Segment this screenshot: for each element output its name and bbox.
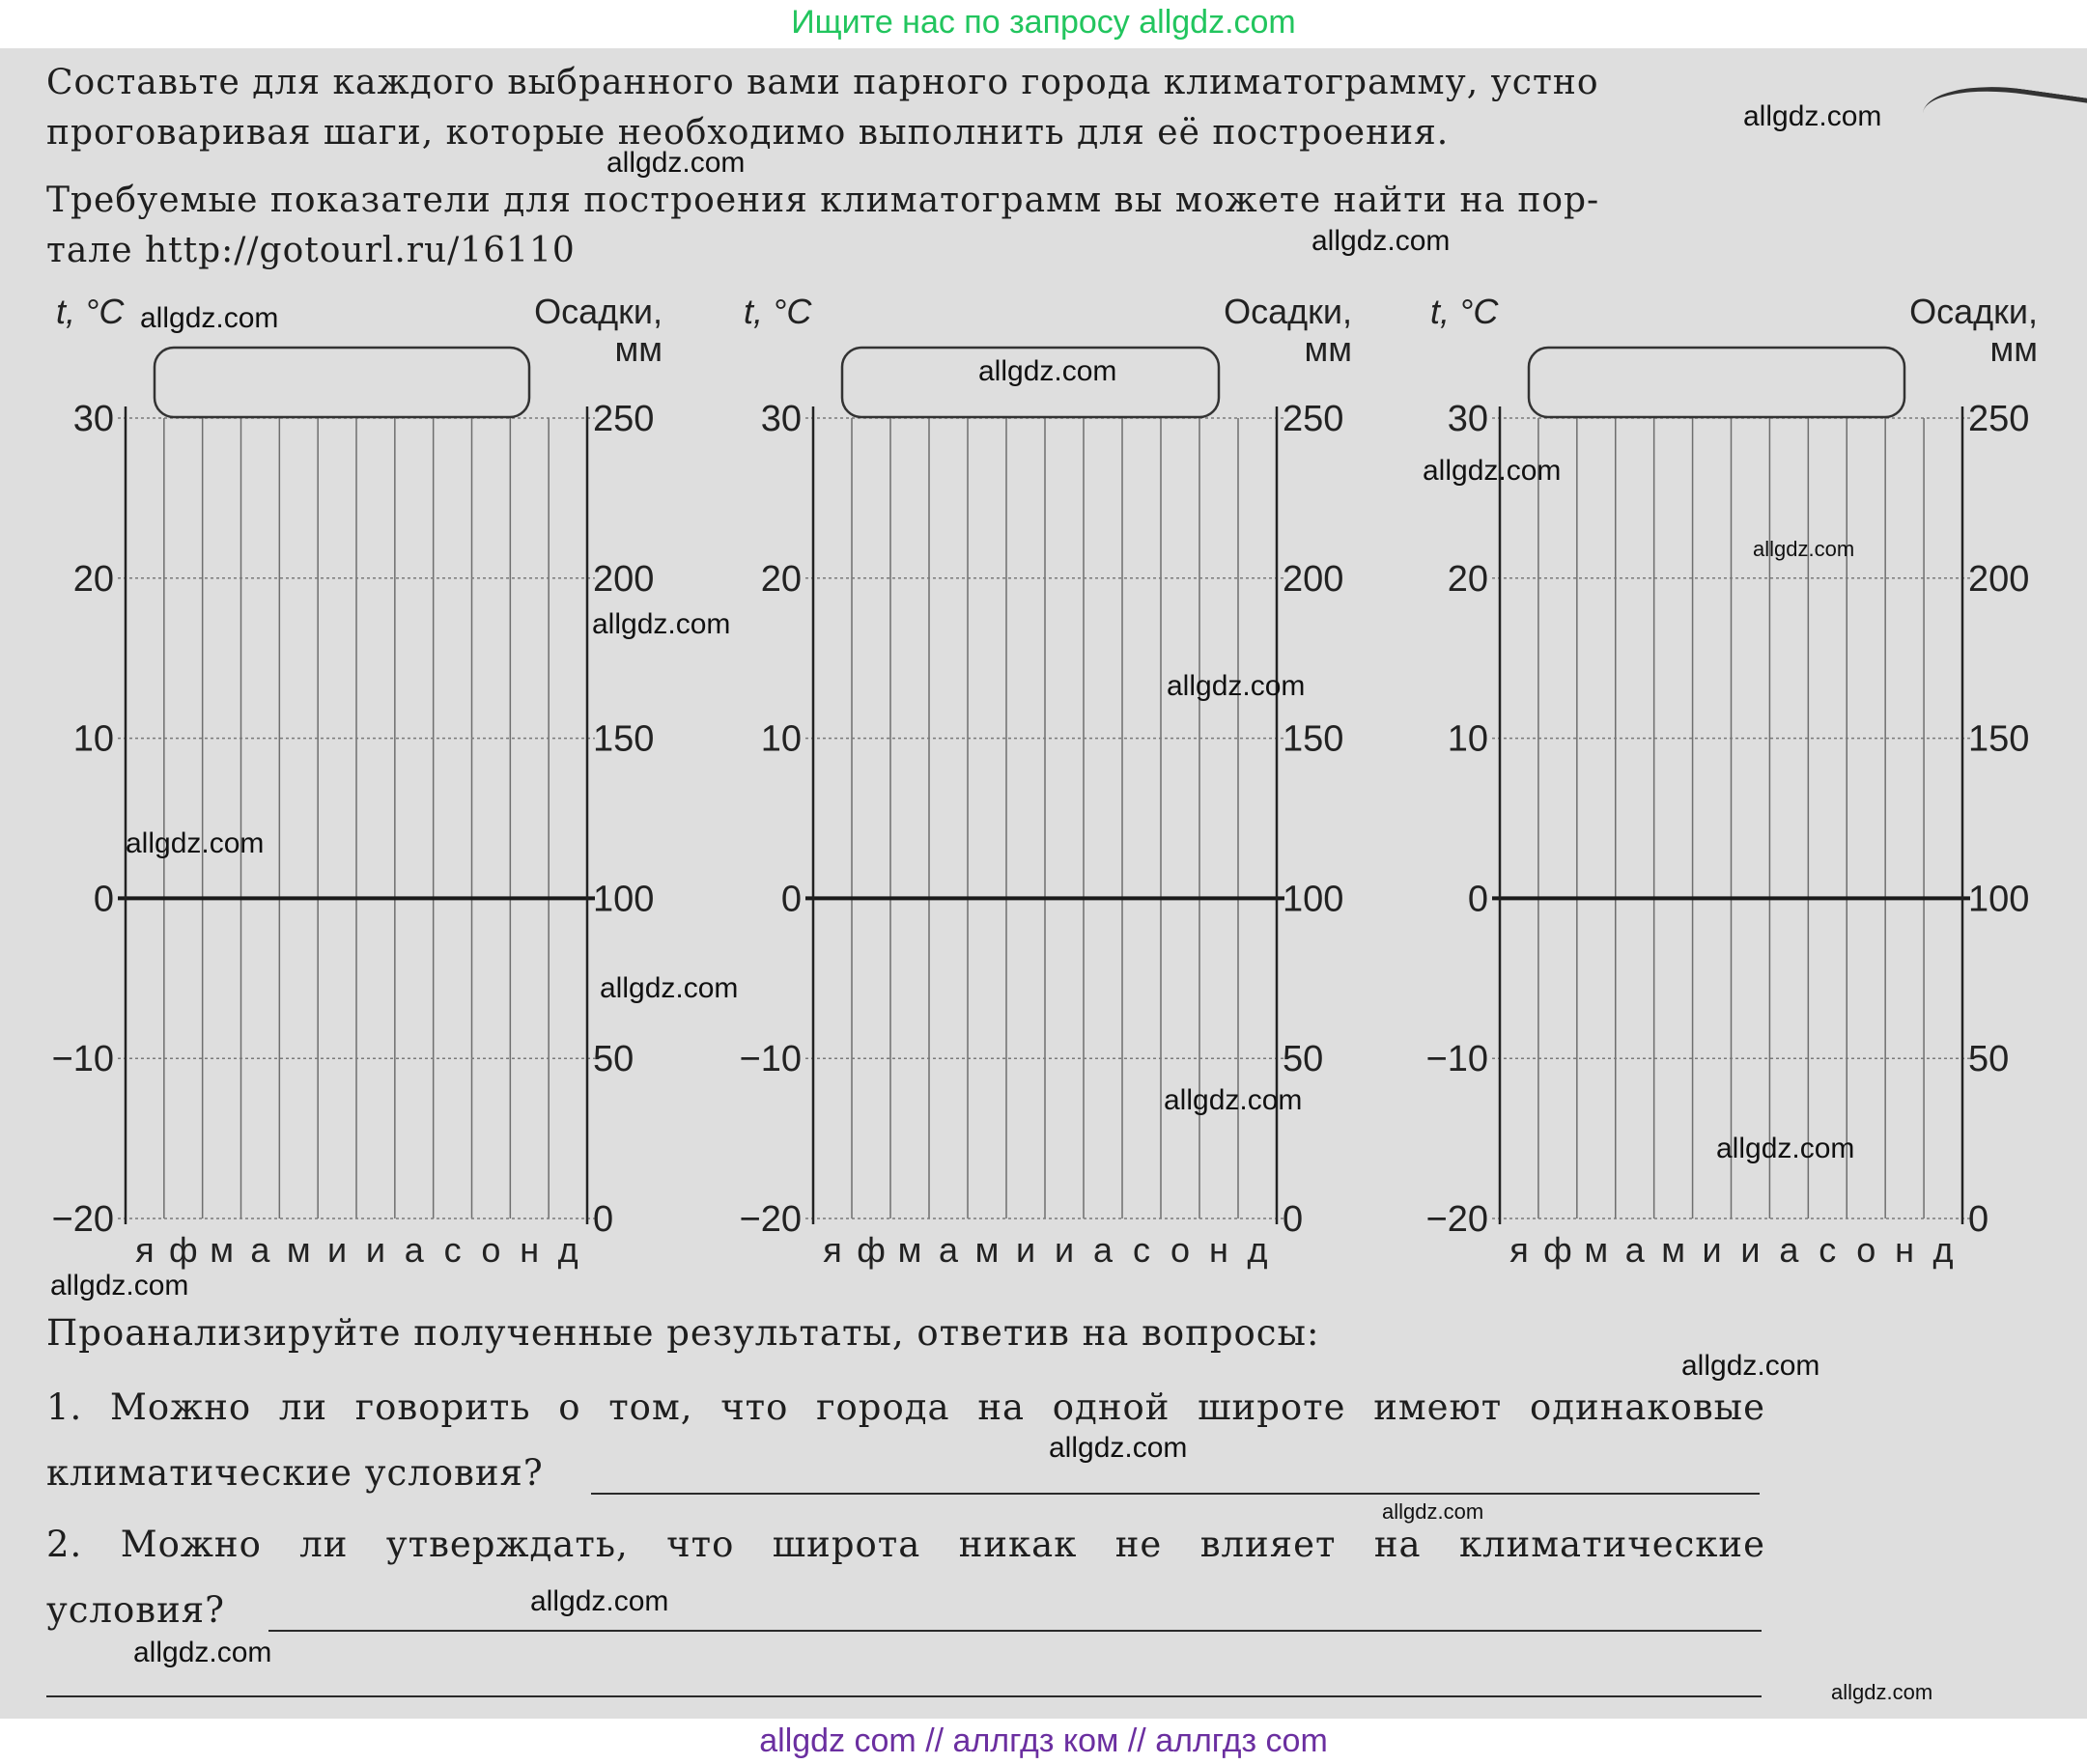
watermark: allgdz.com [530, 1585, 669, 1617]
question-1-line-2: климатические условия? [46, 1452, 544, 1494]
month-label: д [557, 1230, 578, 1270]
watermark: allgdz.com [1049, 1432, 1188, 1464]
temperature-axis-label: t, °C [1430, 292, 1499, 331]
precipitation-axis-label: Осадки, [1909, 292, 2038, 331]
task-text [46, 58, 1775, 158]
watermark: allgdz.com [133, 1637, 272, 1668]
temperature-tick-label: −20 [51, 1199, 114, 1240]
watermark: allgdz.com [592, 608, 731, 640]
temperature-tick-label: 0 [93, 879, 114, 920]
temperature-tick-label: 10 [72, 718, 114, 760]
temperature-axis-label: t, °C [744, 292, 812, 331]
precipitation-tick-label: 50 [1283, 1039, 1324, 1080]
watermark: allgdz.com [978, 355, 1117, 387]
month-label: и [1015, 1230, 1036, 1270]
month-label: н [520, 1230, 540, 1270]
month-label: ф [857, 1230, 886, 1270]
month-label: о [1170, 1230, 1191, 1270]
temperature-tick-label: 0 [1467, 879, 1488, 920]
month-label: я [823, 1230, 842, 1270]
watermark: allgdz.com [140, 302, 279, 334]
month-label: н [1209, 1230, 1228, 1270]
precipitation-tick-label: 150 [1968, 718, 2030, 760]
month-label: о [1856, 1230, 1876, 1270]
month-label: а [1624, 1230, 1645, 1270]
portal-text [46, 176, 1775, 276]
precipitation-tick-label: 150 [593, 718, 655, 760]
precipitation-axis-unit: мм [614, 329, 663, 369]
temperature-tick-label: −20 [739, 1199, 802, 1240]
month-label: ф [168, 1230, 198, 1270]
month-label: и [1702, 1230, 1722, 1270]
precipitation-tick-label: 200 [1968, 558, 2030, 600]
precipitation-tick-label: 50 [593, 1039, 635, 1080]
precipitation-axis-label: Осадки, [534, 292, 663, 331]
temperature-tick-label: 10 [1447, 718, 1488, 760]
top-banner[interactable]: Ищите нас по запросу allgdz.com [791, 4, 1296, 41]
task-line-2: проговаривая шаги, которые необходимо выполнить для её построения. [46, 113, 1450, 153]
month-label: м [1661, 1230, 1685, 1270]
question-1-line-1: 1. Можно ли говорить о том, что города на одной широте имеют одинаковые [46, 1386, 1765, 1428]
precipitation-tick-label: 50 [1968, 1039, 2010, 1080]
precipitation-tick-label: 0 [1283, 1199, 1304, 1240]
temperature-tick-label: −20 [1425, 1199, 1488, 1240]
watermark: allgdz.com [1831, 1680, 1933, 1704]
month-label: а [1092, 1230, 1114, 1270]
temperature-tick-label: 20 [72, 558, 114, 600]
month-label: а [938, 1230, 959, 1270]
analysis-intro: Проанализируйте полученные результаты, ответив на вопросы: [46, 1312, 1320, 1354]
task-line-4: тале http://gotourl.ru/16110 [46, 231, 576, 270]
month-label: ф [1543, 1230, 1572, 1270]
precipitation-tick-label: 100 [593, 879, 655, 920]
temperature-tick-label: 0 [780, 879, 802, 920]
month-label: а [404, 1230, 424, 1270]
precipitation-axis-label: Осадки, [1224, 292, 1352, 331]
temperature-tick-label: 30 [1447, 399, 1488, 439]
precipitation-axis-unit: мм [1989, 329, 2038, 369]
watermark: allgdz.com [1681, 1350, 1820, 1382]
precipitation-tick-label: 200 [593, 558, 655, 600]
watermark: allgdz.com [606, 147, 746, 179]
watermark: allgdz.com [1753, 537, 1855, 561]
month-label: и [1054, 1230, 1075, 1270]
precipitation-axis-unit: мм [1304, 329, 1352, 369]
month-label: м [974, 1230, 1000, 1270]
month-label: м [210, 1230, 234, 1270]
watermark: allgdz.com [1311, 225, 1451, 257]
precipitation-tick-label: 250 [1283, 399, 1344, 439]
month-label: я [135, 1230, 155, 1270]
month-label: м [897, 1230, 922, 1270]
month-label: о [481, 1230, 501, 1270]
temperature-tick-label: 30 [72, 399, 114, 439]
month-label: н [1895, 1230, 1915, 1270]
bottom-banner[interactable]: allgdz com // аллгдз ком // аллгдз com [759, 1722, 1328, 1759]
precipitation-tick-label: 200 [1283, 558, 1344, 600]
precipitation-tick-label: 100 [1283, 879, 1344, 920]
month-label: и [365, 1230, 385, 1270]
month-label: с [1133, 1230, 1150, 1270]
temperature-tick-label: −10 [1425, 1039, 1488, 1080]
watermark: allgdz.com [1167, 670, 1306, 702]
precipitation-tick-label: 0 [593, 1199, 614, 1240]
month-label: с [443, 1230, 462, 1270]
month-label: м [1584, 1230, 1609, 1270]
precipitation-tick-label: 250 [593, 399, 655, 439]
answer-line-1[interactable] [591, 1493, 1760, 1495]
temperature-tick-label: 30 [760, 399, 802, 439]
precipitation-tick-label: 150 [1283, 718, 1344, 760]
city-name-box [1529, 348, 1904, 417]
month-label: с [1819, 1230, 1837, 1270]
month-label: и [1740, 1230, 1761, 1270]
precipitation-tick-label: 250 [1968, 399, 2030, 439]
temperature-axis-label: t, °C [56, 292, 125, 331]
temperature-tick-label: 20 [1447, 558, 1488, 600]
watermark: allgdz.com [1423, 455, 1562, 487]
watermark: allgdz.com [1382, 1499, 1484, 1524]
answer-line-3[interactable] [46, 1695, 1762, 1697]
month-label: а [250, 1230, 270, 1270]
month-label: м [286, 1230, 311, 1270]
question-2-line-1: 2. Можно ли утверждать, что широта никак не влияет на климатические [46, 1524, 1765, 1565]
task-line-1: Составьте для каждого выбранного вами парного города климатограмму, устно [46, 63, 1599, 102]
page-curl [1919, 75, 2087, 160]
month-label: и [327, 1230, 348, 1270]
watermark: allgdz.com [1743, 100, 1882, 132]
precipitation-tick-label: 0 [1968, 1199, 1989, 1240]
month-label: д [1247, 1230, 1268, 1270]
answer-line-2[interactable] [268, 1630, 1762, 1632]
precipitation-tick-label: 100 [1968, 879, 2030, 920]
temperature-tick-label: −10 [51, 1039, 114, 1080]
watermark: allgdz.com [1716, 1133, 1855, 1164]
question-2-line-2: условия? [46, 1589, 225, 1631]
temperature-tick-label: −10 [739, 1039, 802, 1080]
watermark: allgdz.com [1164, 1084, 1303, 1116]
temperature-tick-label: 10 [760, 718, 802, 760]
task-line-3: Требуемые показатели для построения климатограмм вы можете найти на пор- [46, 181, 1600, 220]
month-label: д [1932, 1230, 1954, 1270]
temperature-tick-label: 20 [760, 558, 802, 600]
watermark: allgdz.com [50, 1270, 189, 1302]
watermark: allgdz.com [600, 972, 739, 1004]
city-name-box [155, 348, 529, 417]
month-label: а [1779, 1230, 1799, 1270]
watermark: allgdz.com [126, 827, 265, 859]
month-label: я [1509, 1230, 1529, 1270]
